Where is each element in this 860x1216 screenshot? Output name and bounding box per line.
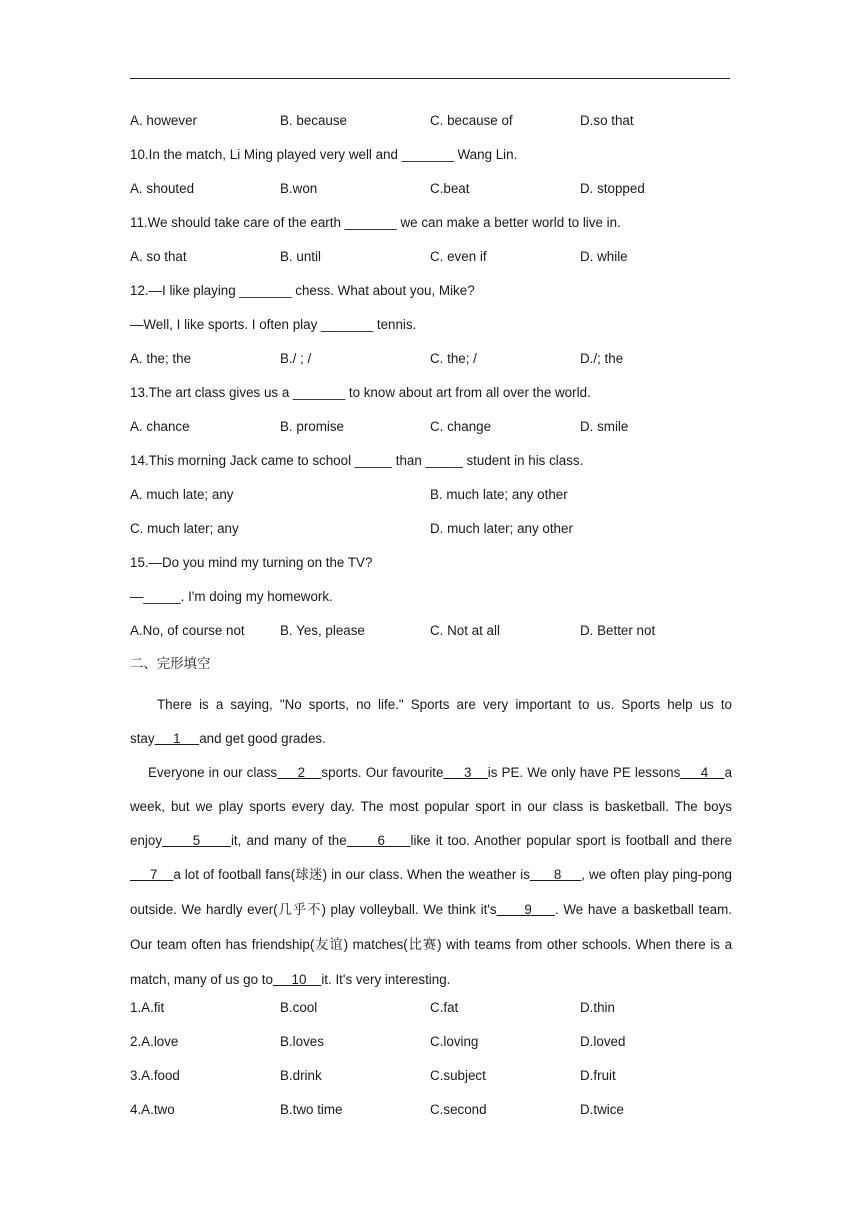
- option-c: C. even if: [430, 249, 487, 264]
- option-a: 3.A.food: [130, 1068, 180, 1083]
- q15-options: [130, 620, 732, 654]
- option-c: C. Not at all: [430, 623, 500, 638]
- option-c: C.fat: [430, 1000, 459, 1015]
- passage-text: ) play volleyball. We think it's: [321, 902, 497, 917]
- q14-options-row-1: [130, 484, 732, 518]
- q9-options: [130, 110, 732, 144]
- option-c: C. the; /: [430, 351, 477, 366]
- option-d: D. smile: [580, 419, 629, 434]
- passage-text: ) matches(: [343, 937, 408, 952]
- option-a: A. chance: [130, 419, 190, 434]
- option-b: B.two time: [280, 1102, 343, 1117]
- cjk-gloss: 球迷: [295, 868, 323, 883]
- blank-9: 9: [524, 902, 532, 917]
- passage-text: . We have a basketball team. Our team often has friendship(: [130, 902, 733, 952]
- option-a: 4.A.two: [130, 1102, 175, 1117]
- q12-options: [130, 348, 732, 382]
- passage-text: a week, but we play sports every day. The most popular sport in our class is basketball. The boys enjoy: [130, 765, 733, 848]
- passage-text: it, and many of the: [230, 833, 347, 848]
- option-c: C.subject: [430, 1068, 486, 1083]
- cloze-item-1: [130, 997, 732, 1031]
- passage-text: Everyone in our class: [148, 765, 278, 780]
- cloze-item-4: [130, 1099, 732, 1133]
- option-d: D. stopped: [580, 181, 645, 196]
- cloze-item-3: [130, 1065, 732, 1099]
- option-a: A. the; the: [130, 351, 192, 366]
- blank-5: 5: [192, 833, 201, 848]
- option-b: B. promise: [280, 419, 344, 434]
- q11-options: [130, 246, 732, 280]
- passage-text: it. It's very interesting.: [321, 972, 451, 987]
- option-c: C.second: [430, 1102, 487, 1117]
- option-b: B. until: [280, 249, 321, 264]
- blank-4: 4: [700, 765, 709, 780]
- q13-stem: 13.The art class gives us a _______ to know about art from all over the world.: [130, 385, 591, 400]
- passage-paragraph-2: [130, 756, 732, 997]
- option-a: A. so that: [130, 249, 187, 264]
- cjk-gloss: 友谊: [314, 938, 344, 953]
- q14-options-row-2: [130, 518, 732, 552]
- q10-options: [130, 178, 732, 212]
- cloze-item-2: [130, 1031, 732, 1065]
- q15-stem-2: —_____. I'm doing my homework.: [130, 589, 333, 604]
- option-c: C. change: [430, 419, 492, 434]
- option-c: C.loving: [430, 1034, 479, 1049]
- option-d: D.fruit: [580, 1068, 616, 1083]
- option-d: D.thin: [580, 1000, 615, 1015]
- blank-6: 6: [377, 833, 385, 848]
- q12-stem-2: —Well, I like sports. I often play _______ tennis.: [130, 317, 417, 332]
- passage-text: ) in our class. When the weather is: [322, 867, 530, 882]
- option-d: D. while: [580, 249, 628, 264]
- option-d: D. much later; any other: [430, 521, 573, 536]
- option-d: D.twice: [580, 1102, 624, 1117]
- option-b: B. much late; any other: [430, 487, 568, 502]
- passage-text: a lot of football fans(: [173, 867, 296, 882]
- option-b: B.loves: [280, 1034, 324, 1049]
- cjk-gloss: 比赛: [407, 938, 438, 953]
- passage-text: ) with teams from other schools. When there is a match, many of us go to: [130, 937, 733, 987]
- option-a: A. however: [130, 113, 197, 128]
- q12-stem-1: 12.—I like playing _______ chess. What about you, Mike?: [130, 283, 475, 298]
- cjk-gloss: 几乎不: [277, 903, 322, 918]
- passage-text: There is a saying, "No sports, no life." Sports are very important to us. Sports help us to stay: [130, 697, 732, 746]
- q15-stem-1: 15.—Do you mind my turning on the TV?: [130, 555, 373, 570]
- option-a: A. shouted: [130, 181, 195, 196]
- option-d: D.so that: [580, 113, 634, 128]
- blank-3: 3: [463, 765, 472, 780]
- option-b: B. because: [280, 113, 347, 128]
- option-a: A. much late; any: [130, 487, 234, 502]
- option-a: 1.A.fit: [130, 1000, 165, 1015]
- passage-text: and get good grades.: [199, 731, 326, 746]
- passage-text: , we often play ping-pong outside. We hardly ever(: [130, 867, 732, 917]
- blank-10: 10: [291, 972, 307, 987]
- q10-stem: 10.In the match, Li Ming played very well and _______ Wang Lin.: [130, 147, 518, 162]
- q13-options: [130, 416, 732, 450]
- passage-paragraph-1: [130, 688, 732, 756]
- blank-8: 8: [553, 867, 562, 882]
- option-a: 2.A.love: [130, 1034, 179, 1049]
- q11-stem: 11.We should take care of the earth _______ we can make a better world to live in.: [130, 215, 621, 230]
- section-title: 二、完形填空: [130, 657, 211, 672]
- option-c: C. much later; any: [130, 521, 239, 536]
- option-b: B.won: [280, 181, 318, 196]
- q14-stem: 14.This morning Jack came to school _____ than _____ student in his class.: [130, 453, 584, 468]
- blank-1: 1: [173, 731, 181, 746]
- option-a: A.No, of course not: [130, 623, 245, 638]
- passage-text: is PE. We only have PE lessons: [487, 765, 681, 780]
- document-body: [130, 110, 732, 1133]
- passage-text: sports. Our favourite: [321, 765, 444, 780]
- option-b: B.drink: [280, 1068, 322, 1083]
- option-b: B.cool: [280, 1000, 318, 1015]
- option-d: D. Better not: [580, 623, 656, 638]
- option-c: C.beat: [430, 181, 470, 196]
- option-c: C. because of: [430, 113, 513, 128]
- option-d: D.loved: [580, 1034, 626, 1049]
- blank-2: 2: [297, 765, 306, 780]
- blank-7: 7: [149, 867, 158, 882]
- option-b: B. Yes, please: [280, 623, 365, 638]
- option-b: B./ ; /: [280, 351, 312, 366]
- passage-text: like it too. Another popular sport is football and there: [410, 833, 733, 848]
- option-d: D./; the: [580, 351, 624, 366]
- header-rule: [130, 78, 730, 79]
